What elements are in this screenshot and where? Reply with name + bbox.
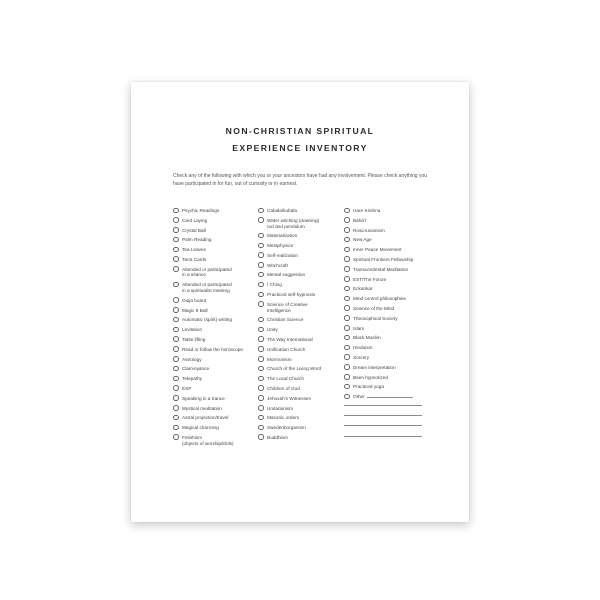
checkbox-circle[interactable] <box>258 395 264 401</box>
checkbox-circle[interactable] <box>173 307 179 313</box>
checklist-item-label: Practiced yoga <box>353 384 385 390</box>
checklist-item-label: Fetishism (objects of worship/idols) <box>182 434 234 446</box>
checklist-item[interactable] <box>258 435 340 441</box>
checklist-item-label: Attended or participated in a spiritualist meeting <box>182 282 232 293</box>
checklist-column-2 <box>258 208 340 445</box>
checklist-item[interactable] <box>173 337 255 343</box>
checklist-item-label: Clairvoyance <box>182 366 210 372</box>
checkbox-circle[interactable] <box>344 384 350 390</box>
checkbox-circle[interactable] <box>173 405 179 411</box>
checklist-item-label: Unitarianism <box>267 405 294 411</box>
checkbox-circle[interactable] <box>258 327 264 333</box>
checkbox-circle[interactable] <box>258 385 264 391</box>
checkbox-circle[interactable] <box>173 434 179 440</box>
checkbox-circle[interactable] <box>258 405 264 411</box>
checklist-item[interactable] <box>173 376 255 382</box>
checkbox-circle[interactable] <box>258 425 264 431</box>
checkbox-circle[interactable] <box>344 296 350 302</box>
checklist-item[interactable] <box>344 394 432 400</box>
checklist-item-label: Practiced self-hypnosis <box>267 292 316 298</box>
checklist-item[interactable] <box>344 237 432 243</box>
checklist-column-1 <box>173 208 255 450</box>
checkbox-circle[interactable] <box>173 317 179 323</box>
checklist-item-label: Been hypnotized <box>353 374 388 380</box>
checklist-item[interactable] <box>258 327 340 333</box>
checkbox-circle[interactable] <box>258 366 264 372</box>
checklist-item-label: Magical charming <box>182 425 219 431</box>
checklist-item[interactable] <box>258 366 340 372</box>
checkbox-circle[interactable] <box>173 327 179 333</box>
checklist-item-label: EST/The Forum <box>353 276 387 282</box>
write-in-line[interactable] <box>344 405 422 406</box>
checkbox-circle[interactable] <box>258 301 264 307</box>
checklist-item[interactable] <box>258 218 340 229</box>
checklist-item[interactable] <box>258 337 340 343</box>
checkbox-circle[interactable] <box>173 282 179 288</box>
checklist-item[interactable] <box>344 326 432 332</box>
checkbox-circle[interactable] <box>258 208 264 214</box>
checklist-item-label: Buddhism <box>267 434 288 440</box>
checklist-item[interactable] <box>344 228 432 234</box>
checklist-item-label: The Local Church <box>267 376 304 382</box>
checklist-item[interactable] <box>173 282 255 293</box>
checkbox-circle[interactable] <box>173 266 179 272</box>
checkbox-circle[interactable] <box>344 276 350 282</box>
checkbox-circle[interactable] <box>344 394 350 400</box>
checklist-item-label: Water witching (dowsing) rod and pendulum <box>267 217 320 229</box>
checklist-item-label: ESP <box>182 385 192 391</box>
checklist-item[interactable] <box>173 425 255 431</box>
checkbox-circle[interactable] <box>258 243 264 249</box>
checklist-item[interactable] <box>258 302 340 313</box>
checklist-item-label: Read or follow the horoscope <box>182 346 243 352</box>
checklist-item[interactable] <box>258 292 340 298</box>
checklist-item-label: Sorcery <box>353 354 370 360</box>
checklist-item-label: Psychic Readings <box>182 208 220 213</box>
checkbox-circle[interactable] <box>258 217 264 223</box>
checklist-item-label: Mystical meditation <box>182 405 222 411</box>
checklist-item[interactable] <box>173 237 255 243</box>
checklist-item-label: Automatic (spirit) writing <box>182 317 233 323</box>
checklist-item-label: Eckankar <box>353 286 373 292</box>
checklist-item-label: Speaking in a trance <box>182 395 225 401</box>
checklist-item-label: Self-realization <box>267 252 299 258</box>
checklist-item-label: Palm Reading <box>182 237 212 243</box>
checklist-item-label: Attended or participated in a séance <box>182 266 232 278</box>
checkbox-circle[interactable] <box>344 325 350 331</box>
checklist-item[interactable] <box>173 257 255 263</box>
checklist-item-label: Magic 8 Ball <box>182 307 208 313</box>
checklist-item[interactable] <box>344 384 432 390</box>
checkbox-circle[interactable] <box>258 415 264 421</box>
checklist-item[interactable] <box>173 357 255 363</box>
checklist-item[interactable] <box>344 316 432 322</box>
checklist-item[interactable] <box>344 218 432 224</box>
checklist-item-label: Church of the Living Word <box>267 366 322 372</box>
instructions-paragraph: Check any of the following with which you or your ancestors have had any involvement. Please check anything you have participated in for fun, out of curiosity or in earnest. <box>173 173 428 187</box>
checkbox-circle[interactable] <box>258 434 264 440</box>
checklist-item-label: Levitation <box>182 327 203 333</box>
checklist-item-label: Tarot Cards <box>182 256 207 262</box>
checkbox-circle[interactable] <box>344 256 350 262</box>
checklist-item-label: Metaphysics <box>267 243 294 249</box>
checkbox-circle[interactable] <box>173 247 179 253</box>
checkbox-circle[interactable] <box>258 282 264 288</box>
checklist-item[interactable] <box>173 308 255 314</box>
checklist-item-label: Masonic orders <box>267 415 300 421</box>
checklist-item[interactable] <box>344 345 432 351</box>
checklist-item-label: Astral projection/travel <box>182 415 229 421</box>
checklist-item-label: Transcendental Meditation <box>353 266 409 272</box>
checklist-item[interactable] <box>173 347 255 353</box>
checkbox-circle[interactable] <box>173 415 179 421</box>
checkbox-circle[interactable] <box>258 317 264 323</box>
checklist-item[interactable] <box>173 415 255 421</box>
checklist-item[interactable] <box>344 286 432 292</box>
checklist-item-label: Unification Church <box>267 346 306 352</box>
checkbox-circle[interactable] <box>344 237 350 243</box>
checklist-item-label: Mormonism <box>267 356 292 362</box>
checklist-item-label: Children of God <box>267 385 300 391</box>
checkbox-circle[interactable] <box>344 364 350 370</box>
checklist-item-label: Dream interpretation <box>353 364 396 370</box>
checkbox-circle[interactable] <box>344 266 350 272</box>
write-in-line[interactable] <box>344 415 422 416</box>
checkbox-circle[interactable] <box>258 262 264 268</box>
checkbox-circle[interactable] <box>344 335 350 341</box>
checkbox-circle[interactable] <box>344 208 350 214</box>
checklist-item-label: The Way International <box>267 336 313 342</box>
checklist-item[interactable] <box>173 218 255 224</box>
checklist-item[interactable] <box>173 396 255 402</box>
checklist-item[interactable] <box>344 208 432 214</box>
checklist-item[interactable] <box>344 355 432 361</box>
checkbox-circle[interactable] <box>173 256 179 262</box>
checkbox-circle[interactable] <box>258 252 264 258</box>
checklist-item-label: Tea Leaves <box>182 247 206 253</box>
checkbox-circle[interactable] <box>173 346 179 352</box>
checklist-item-label: Ouija board <box>182 297 207 303</box>
checkbox-circle[interactable] <box>344 227 350 233</box>
checklist-item[interactable] <box>258 253 340 259</box>
checkbox-circle[interactable] <box>344 247 350 253</box>
checkbox-circle[interactable] <box>258 346 264 352</box>
checkbox-circle[interactable] <box>258 336 264 342</box>
checklist-item[interactable] <box>344 365 432 371</box>
checklist-item[interactable] <box>344 267 432 273</box>
checklist-item-label: Theosophical Society <box>353 315 398 321</box>
checkbox-circle[interactable] <box>173 356 179 362</box>
checkbox-circle[interactable] <box>173 336 179 342</box>
checklist-item-label: I Ching <box>267 282 282 288</box>
checklist-item[interactable] <box>173 366 255 372</box>
write-in-line[interactable] <box>344 436 422 437</box>
checklist-item[interactable] <box>258 357 340 363</box>
checklist-item-label: Christian Science <box>267 317 304 323</box>
other-write-in-line[interactable] <box>367 397 413 398</box>
checkbox-circle[interactable] <box>344 305 350 311</box>
checklist-item-label: Mind control philosophies <box>353 296 406 302</box>
checklist-item[interactable] <box>258 208 340 214</box>
checklist-item[interactable] <box>258 415 340 421</box>
checklist-item[interactable] <box>173 327 255 333</box>
checklist-item[interactable] <box>258 425 340 431</box>
checkbox-circle[interactable] <box>258 356 264 362</box>
checkbox-circle[interactable] <box>173 217 179 223</box>
checklist-item-label: Other <box>353 394 365 400</box>
checkbox-circle[interactable] <box>258 376 264 382</box>
checklist-item-label: Rosicrucianism <box>353 227 385 233</box>
checklist-item[interactable] <box>258 347 340 353</box>
checklist-item[interactable] <box>258 317 340 323</box>
checklist-item-label: Science of Creative Intelligence <box>267 301 308 313</box>
checklist-item[interactable] <box>258 243 340 249</box>
checklist-item-label: Inner Peace Movement <box>353 247 402 253</box>
checkbox-circle[interactable] <box>258 233 264 239</box>
checklist-item-label: Card Laying <box>182 217 208 223</box>
checkbox-circle[interactable] <box>173 227 179 233</box>
checkbox-circle[interactable] <box>173 376 179 382</box>
checklist-item-label: Islam <box>353 325 365 331</box>
checklist-item[interactable] <box>173 228 255 234</box>
checklist-item-label: Astrology <box>182 356 202 362</box>
checklist-item-label: Black Muslim <box>353 335 381 341</box>
checklist-item[interactable] <box>173 435 255 446</box>
document-title-line-2: EXPERIENCE INVENTORY <box>232 143 368 153</box>
checklist-item-label: New Age <box>353 237 372 243</box>
checklist-item-label: Table lifting <box>182 336 206 342</box>
checklist-item-label: Swedenborganism <box>267 425 306 431</box>
checkbox-circle[interactable] <box>344 286 350 292</box>
checklist-item-label: Jehovah's Witnesses <box>267 395 311 401</box>
checklist-item[interactable] <box>258 282 340 288</box>
checklist-item[interactable] <box>344 306 432 312</box>
checklist-item[interactable] <box>344 375 432 381</box>
checklist-item[interactable] <box>258 376 340 382</box>
checklist-item-label: Mental suggestion <box>267 272 306 278</box>
checkbox-circle[interactable] <box>173 425 179 431</box>
checkbox-circle[interactable] <box>344 315 350 321</box>
checklist-item-label: Spiritual Frontiers Fellowship <box>353 256 414 262</box>
checklist-item[interactable] <box>173 208 255 214</box>
checklist-item[interactable] <box>344 277 432 283</box>
checklist-item[interactable] <box>258 386 340 392</box>
document-title-line-1: NON-CHRISTIAN SPIRITUAL <box>225 126 375 136</box>
checklist-item[interactable] <box>173 267 255 278</box>
checkbox-circle[interactable] <box>173 208 179 214</box>
checklist-item-label: Science of the Mind <box>353 305 395 311</box>
checkbox-circle[interactable] <box>258 292 264 298</box>
checklist-item[interactable] <box>258 406 340 412</box>
checklist-item[interactable] <box>258 272 340 278</box>
checklist-item[interactable] <box>173 386 255 392</box>
checklist-item-label: Hare Krishna <box>353 208 381 213</box>
checklist-item-label: Telepathy <box>182 376 203 382</box>
checkbox-circle[interactable] <box>344 354 350 360</box>
checkbox-circle[interactable] <box>173 297 179 303</box>
checklist-item[interactable] <box>258 233 340 239</box>
checklist-item-label: Crystal Ball <box>182 227 206 233</box>
checkbox-circle[interactable] <box>173 395 179 401</box>
checklist-item-label: Materialization <box>267 233 298 239</box>
checklist-column-3 <box>344 208 432 446</box>
checklist-item[interactable] <box>344 296 432 302</box>
checklist-item[interactable] <box>173 406 255 412</box>
checklist-item[interactable] <box>344 247 432 253</box>
checkbox-circle[interactable] <box>173 366 179 372</box>
checklist-item-label: Unity <box>267 327 278 333</box>
checklist-item-label: Bahá'í <box>353 217 367 223</box>
checklist-item[interactable] <box>344 257 432 263</box>
checkbox-circle[interactable] <box>344 374 350 380</box>
checklist-item[interactable] <box>173 298 255 304</box>
checklist-item[interactable] <box>344 335 432 341</box>
checklist-item[interactable] <box>173 247 255 253</box>
checkbox-circle[interactable] <box>173 237 179 243</box>
checkbox-circle[interactable] <box>173 385 179 391</box>
write-in-line[interactable] <box>344 425 422 426</box>
checklist-item-label: Cabala/kubala <box>267 208 297 213</box>
checkbox-circle[interactable] <box>344 217 350 223</box>
checklist-item-label: Hinduism <box>353 345 373 351</box>
checkbox-circle[interactable] <box>344 345 350 351</box>
checklist-item-label: Witchcraft <box>267 262 288 268</box>
document-sheet <box>131 82 469 522</box>
checkbox-circle[interactable] <box>258 272 264 278</box>
checklist-item[interactable] <box>173 317 255 323</box>
checklist-item[interactable] <box>258 396 340 402</box>
checklist-item[interactable] <box>258 263 340 269</box>
